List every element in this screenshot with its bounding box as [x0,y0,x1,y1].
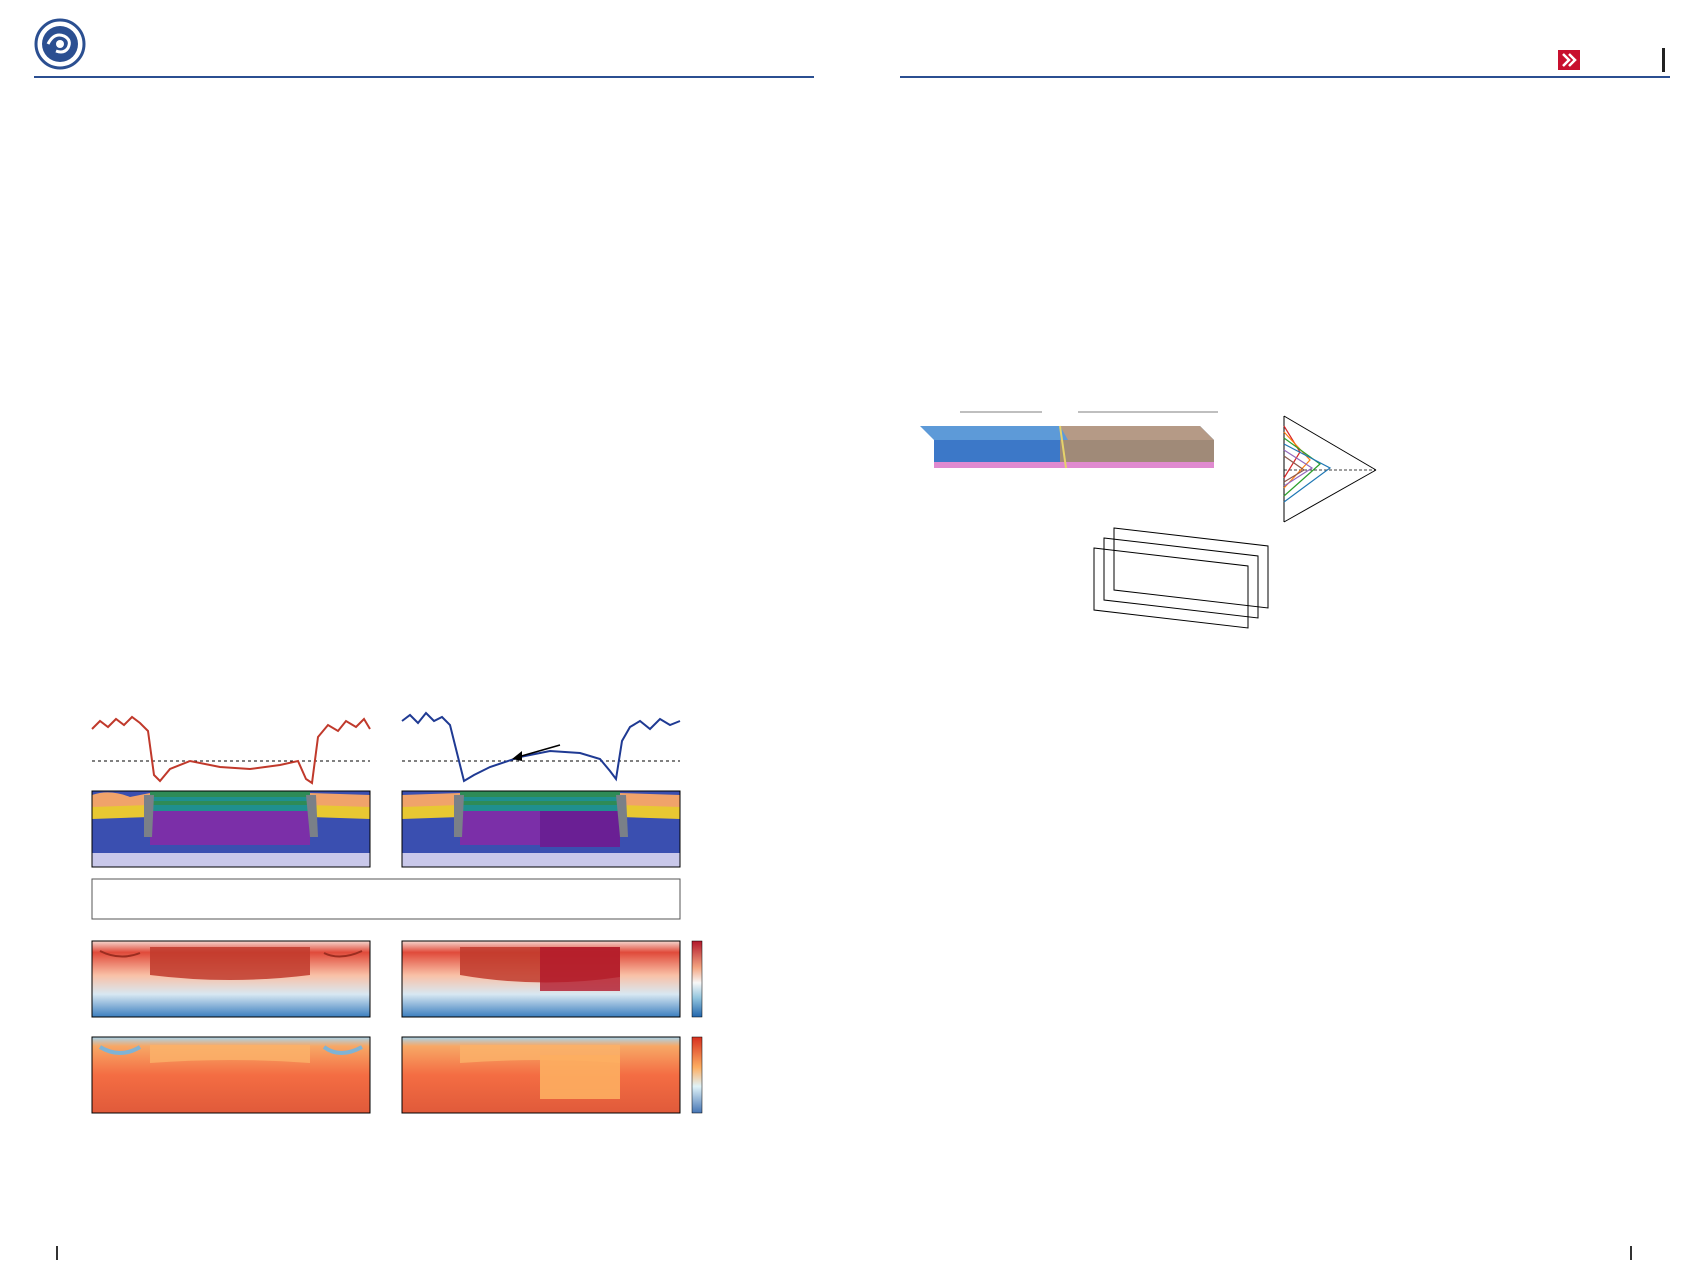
right-footer-divider [1630,1246,1632,1260]
elevation-curve-a [92,717,370,783]
corner-geometry-diagram [1284,416,1376,522]
density-panel-b [402,1037,680,1113]
figure7 [40,685,820,1205]
model-setup-block [920,426,1214,468]
composition-legend [92,879,680,919]
composition-panel-a [92,791,370,867]
figure8-svg [900,402,1670,940]
density-colorbar [692,1037,702,1113]
figure8 [900,402,1670,940]
section-tag-bar [1662,48,1665,72]
elevation-curve-b [402,713,680,781]
viscosity-panel-b [402,941,680,1017]
right-page [850,0,1700,1275]
section-tag-icon [1558,50,1580,70]
density-panel-a [92,1037,370,1113]
right-header-rule [900,76,1670,78]
composition-panel-b [402,791,680,867]
left-header-rule [34,76,814,78]
viscosity-colorbar [692,941,702,1017]
viscosity-panel-a [92,941,370,1017]
slice-planes [1094,528,1268,628]
figure7-svg [40,685,820,1205]
left-footer-divider [56,1246,58,1260]
igg-cas-logo [34,18,86,70]
